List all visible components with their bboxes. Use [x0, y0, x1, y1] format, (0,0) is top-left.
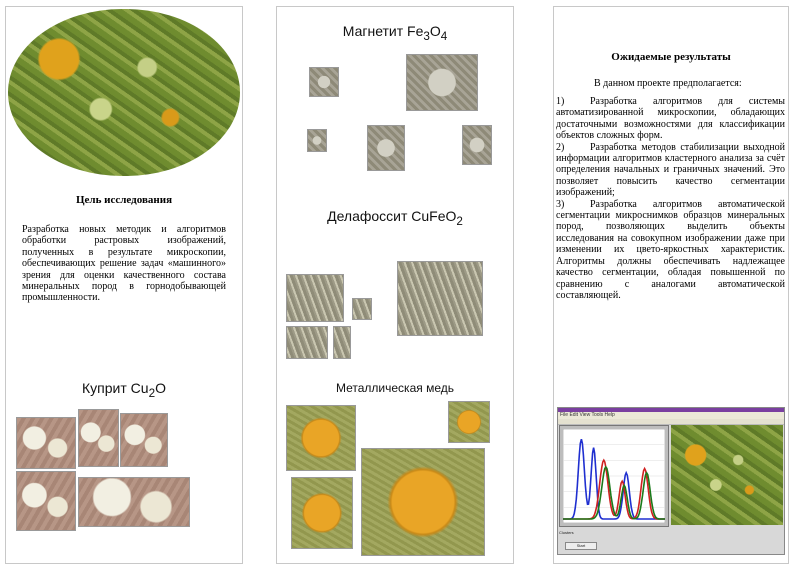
goal-heading: Цель исследования	[75, 194, 173, 206]
cuprite-image-5	[78, 477, 190, 527]
magnetite-image-4	[367, 125, 405, 171]
copper-image-3	[291, 477, 353, 549]
copper-image-4	[361, 448, 485, 556]
panel-results	[553, 6, 789, 564]
list-item: 1) Разработка алгоритмов для системы автоматизированной микроскопии, обладающих достаточными возможностями для классификации объектов сложных форм.	[556, 96, 785, 142]
microscopy-image-main	[8, 9, 240, 176]
histogram-plot	[563, 429, 665, 523]
results-intro: В данном проекте предполагается:	[594, 78, 742, 89]
magnetite-image-3	[307, 129, 327, 152]
segmented-microscopy-image	[671, 425, 783, 525]
magnetite-image-1	[309, 67, 339, 97]
software-screenshot	[557, 407, 785, 555]
delafossite-image-3	[397, 261, 483, 336]
cuprite-image-4	[16, 471, 76, 531]
magnetite-label: Магнетит $Fe_3O_4$	[342, 23, 448, 43]
cuprite-image-1	[16, 417, 76, 469]
copper-image-2	[448, 401, 490, 443]
delafossite-label: Делафоссит CuFeO$_2$	[327, 208, 463, 228]
start-button[interactable]: Start	[565, 542, 597, 550]
magnetite-image-2	[406, 54, 478, 111]
magnetite-image-5	[462, 125, 492, 165]
panel-goal	[5, 6, 243, 564]
app-controls	[559, 530, 629, 554]
copper-label: Металлическая медь	[335, 381, 454, 395]
results-heading: Ожидаемые результаты	[611, 51, 731, 63]
list-item: 2) Разработка методов стабилизации выходной информации алгоритмов кластерного анализа за счёт определения начальных и граничных значений. Это позволяет повысить качество сегментации изображений;	[556, 141, 785, 199]
cuprite-image-2	[78, 409, 119, 467]
cuprite-image-3	[120, 413, 168, 467]
delafossite-image-1	[286, 274, 344, 322]
copper-image-1	[286, 405, 356, 471]
results-list	[556, 96, 785, 301]
delafossite-image-2	[352, 298, 372, 320]
delafossite-image-5	[333, 326, 351, 359]
panel-minerals	[276, 6, 514, 564]
app-menubar: File Edit View Tools Help	[558, 412, 784, 419]
cuprite-label: Куприт $Cu_2O$	[82, 380, 166, 400]
list-item: 3) Разработка алгоритмов автоматической сегментации микроснимков образцов минеральных пород, позволяющих выделить объекты исследования на совокупном изображении даже при изменении их цвето-яркостных характеристик. Алгоритмы должны обеспечивать надлежащее качество сегментации, обладая повышенной по сравнению с аналогами автоматической составляющей.	[556, 198, 785, 301]
histogram-window	[559, 425, 669, 527]
goal-text: Разработка новых методик и алгоритмов обработки растровых изображений, полученных в результате микроскопии, обеспечивающих решение задач «машинного» зрения для оценки качественного состава минеральных пород в горнодобывающей промышленности.	[22, 224, 226, 304]
clusters-label: Clusters	[559, 530, 574, 535]
delafossite-image-4	[286, 326, 328, 359]
